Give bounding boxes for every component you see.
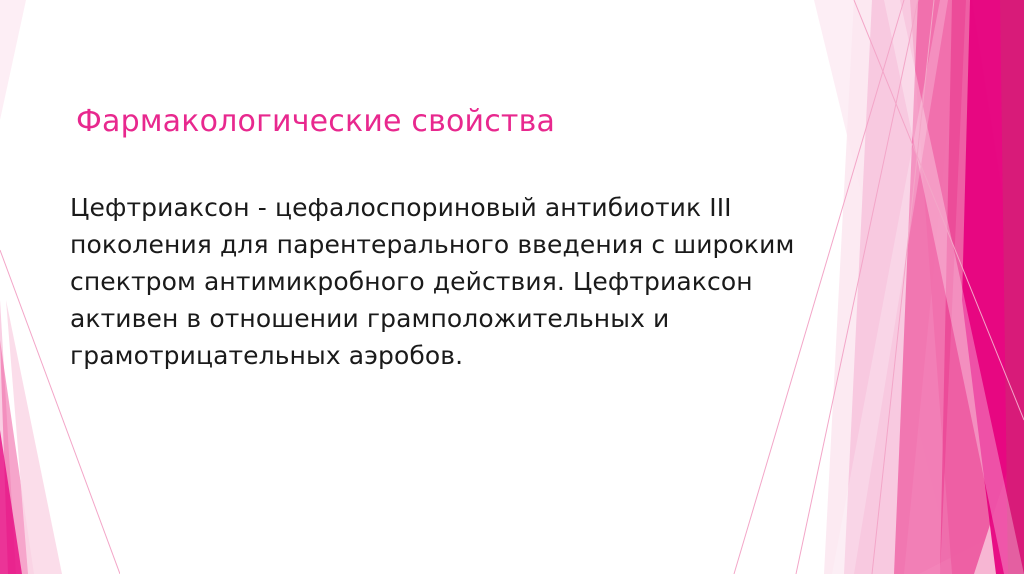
page-title: Фармакологические свойства: [76, 104, 556, 140]
slide-body-text: Цефтриаксон - цефалоспориновый антибиотик III поколения для парентерального введения с широким спектром антимикробного действия. Цефтриаксон активен в отношении грамположительных и грамотрицательных аэробов.: [70, 193, 795, 370]
